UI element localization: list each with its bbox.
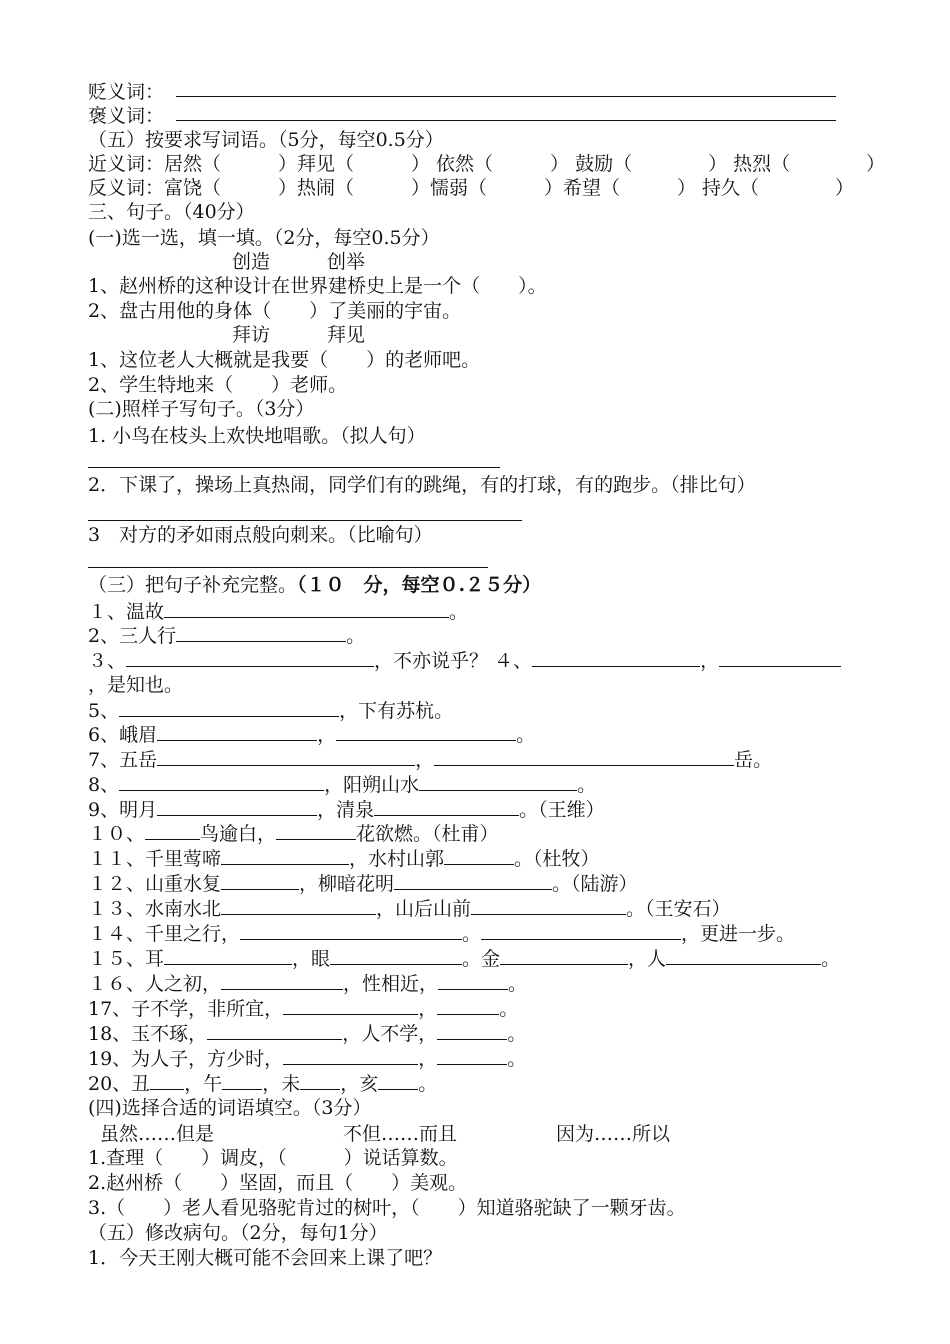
text-segment: 。（陆游） bbox=[552, 873, 638, 895]
text-segment: ，人不学， bbox=[342, 1023, 438, 1045]
section-title bbox=[88, 573, 541, 597]
commendatory-label: 褒义词： bbox=[88, 105, 165, 127]
text-segment: 。 bbox=[418, 1073, 438, 1095]
fill-blank[interactable] bbox=[374, 797, 519, 816]
fill-line bbox=[88, 921, 795, 945]
text-segment: 。（王维） bbox=[519, 799, 605, 821]
text-segment: １１、千里莺啼 bbox=[88, 848, 222, 870]
answer-blank[interactable] bbox=[88, 520, 522, 521]
text-segment: ，亥 bbox=[340, 1073, 379, 1095]
fill-line bbox=[88, 821, 499, 845]
text-segment: ， bbox=[418, 998, 438, 1020]
fill-line bbox=[88, 599, 468, 623]
text-segment: 。金 bbox=[462, 948, 501, 970]
word-choice: 虽然……但是 bbox=[100, 1123, 215, 1145]
fill-blank[interactable] bbox=[207, 1021, 342, 1040]
derogatory-label: 贬义词： bbox=[88, 81, 165, 103]
commendatory-blank[interactable] bbox=[176, 120, 836, 121]
text-segment: 。 bbox=[516, 724, 536, 746]
fill-blank[interactable] bbox=[176, 623, 346, 642]
section-title: （五）修改病句。（2分，每句1分） bbox=[88, 1222, 388, 1244]
text-segment: ，午 bbox=[184, 1073, 223, 1095]
fill-blank[interactable] bbox=[336, 722, 516, 741]
fill-blank[interactable] bbox=[221, 896, 376, 915]
fill-blank[interactable] bbox=[119, 772, 324, 791]
question-text: 1．今天王刚大概可能不会回来上课了吧？ bbox=[88, 1247, 443, 1269]
fill-blank[interactable] bbox=[481, 921, 681, 940]
fill-line bbox=[88, 971, 527, 995]
fill-line bbox=[88, 996, 518, 1020]
text-segment: ，下有苏杭。 bbox=[339, 700, 454, 722]
section-title: (四)选择合适的词语填空。（3分） bbox=[88, 1097, 372, 1119]
text-segment: 。 bbox=[462, 923, 482, 945]
text-segment: ， bbox=[317, 724, 337, 746]
fill-blank[interactable] bbox=[240, 921, 462, 940]
text-segment: 。 bbox=[508, 973, 528, 995]
text-segment: 18、玉不琢， bbox=[88, 1023, 208, 1045]
question-text: 1.查理（ ）调皮，（ ）说话算数。 bbox=[88, 1147, 458, 1169]
antonyms-row: 反义词：富饶（ ）热闹（ ）懦弱（ ）希望（ ） 持久（ ） bbox=[88, 177, 855, 199]
fill-blank[interactable] bbox=[532, 648, 700, 667]
text-segment: 岳。 bbox=[734, 749, 773, 771]
fill-line bbox=[88, 698, 453, 722]
fill-blank[interactable] bbox=[221, 971, 343, 990]
text-segment: １５、耳 bbox=[88, 948, 165, 970]
fill-line bbox=[88, 1071, 437, 1095]
fill-line bbox=[88, 772, 596, 796]
section-title: （五）按要求写词语。（5分，每空0.5分） bbox=[88, 129, 444, 151]
text-segment: 。 bbox=[346, 625, 366, 647]
fill-blank[interactable] bbox=[164, 599, 449, 618]
text-segment: 17、子不学，非所宜， bbox=[88, 998, 284, 1020]
text-segment: ， bbox=[418, 1048, 438, 1070]
text-segment: ，眼 bbox=[292, 948, 331, 970]
text-segment: ，柳暗花明 bbox=[299, 873, 395, 895]
fill-blank[interactable] bbox=[666, 946, 821, 965]
fill-blank[interactable] bbox=[300, 1071, 340, 1090]
text-segment: 。 bbox=[507, 1048, 527, 1070]
text-segment: 。 bbox=[821, 948, 841, 970]
text-segment: 8、 bbox=[88, 774, 120, 796]
fill-line bbox=[88, 722, 535, 746]
text-segment: ，性相近， bbox=[343, 973, 439, 995]
fill-blank[interactable] bbox=[438, 971, 508, 990]
text-segment: ， bbox=[700, 650, 720, 672]
fill-blank[interactable] bbox=[276, 821, 356, 840]
question-text: 2、学生特地来（ ）老师。 bbox=[88, 374, 348, 396]
text-segment: 7、五岳 bbox=[88, 749, 158, 771]
text-segment: 。 bbox=[449, 601, 469, 623]
derogatory-blank[interactable] bbox=[176, 96, 836, 97]
fill-blank[interactable] bbox=[471, 896, 626, 915]
text-segment: ３、 bbox=[88, 650, 127, 672]
question-text: 2．下课了，操场上真热闹，同学们有的跳绳，有的打球，有的跑步。（排比句） bbox=[88, 474, 756, 496]
fill-blank[interactable] bbox=[283, 1046, 418, 1065]
section-score: （１０ 分，每空０.２５分） bbox=[297, 574, 542, 596]
fill-blank[interactable] bbox=[437, 1021, 507, 1040]
fill-blank[interactable] bbox=[419, 772, 577, 791]
text-segment: １０、 bbox=[88, 823, 146, 845]
fill-line bbox=[88, 896, 731, 920]
question-text: 2.赵州桥（ ）坚固，而且（ ）美观。 bbox=[88, 1172, 468, 1194]
fill-line bbox=[88, 648, 841, 672]
fill-line bbox=[88, 946, 840, 970]
fill-blank[interactable] bbox=[157, 797, 317, 816]
text-segment: 6、峨眉 bbox=[88, 724, 158, 746]
fill-blank[interactable] bbox=[150, 1071, 184, 1090]
text-segment: 。 bbox=[499, 998, 519, 1020]
text-segment: １２、山重水复 bbox=[88, 873, 222, 895]
text-segment: ，清泉 bbox=[317, 799, 375, 821]
answer-blank[interactable] bbox=[88, 467, 500, 468]
word-choice: 因为……所以 bbox=[556, 1123, 671, 1145]
fill-blank[interactable] bbox=[119, 698, 339, 717]
fill-blank[interactable] bbox=[444, 846, 514, 865]
text-segment: １、温故 bbox=[88, 601, 165, 623]
text-segment: ，水村山郭 bbox=[349, 848, 445, 870]
text-segment: ， bbox=[415, 749, 435, 771]
fill-blank[interactable] bbox=[221, 846, 349, 865]
fill-line bbox=[88, 846, 600, 870]
fill-line bbox=[88, 747, 772, 771]
text-segment: ，山后山前 bbox=[376, 898, 472, 920]
text-segment: 鸟逾白， bbox=[200, 823, 277, 845]
fill-blank[interactable] bbox=[164, 946, 292, 965]
section-heading: 三、句子。（40分） bbox=[88, 201, 255, 223]
question-text: 2、盘古用他的身体（ ）了美丽的宇宙。 bbox=[88, 300, 462, 322]
text-segment: 5、 bbox=[88, 700, 120, 722]
word-choices: 拜访 拜见 bbox=[232, 324, 366, 346]
fill-blank[interactable] bbox=[434, 747, 734, 766]
fill-blank[interactable] bbox=[437, 1046, 507, 1065]
text-segment: ，不亦说乎？ ４、 bbox=[374, 650, 533, 672]
fill-line bbox=[88, 797, 605, 821]
synonyms-row: 近义词：居然（ ）拜见（ ） 依然（ ） 鼓励（ ） 热烈（ ） bbox=[88, 153, 886, 175]
text-segment: 20、丑 bbox=[88, 1073, 151, 1095]
text-segment: ，未 bbox=[262, 1073, 301, 1095]
question-text: 3.（ ）老人看见骆驼肯过的树叶，（ ）知道骆驼缺了一颗牙齿。 bbox=[88, 1197, 686, 1219]
fill-line bbox=[88, 1021, 526, 1045]
section-title: (二)照样子写句子。（3分） bbox=[88, 398, 315, 420]
text-segment: 。 bbox=[577, 774, 597, 796]
text-segment: 19、为人子，方少时， bbox=[88, 1048, 284, 1070]
answer-blank[interactable] bbox=[88, 567, 488, 568]
fill-blank[interactable] bbox=[394, 871, 552, 890]
text-segment: ，更进一步。 bbox=[681, 923, 796, 945]
text-segment: ，阳朔山水 bbox=[324, 774, 420, 796]
text-segment: 。（王安石） bbox=[626, 898, 731, 920]
fill-line bbox=[88, 623, 365, 647]
fill-line bbox=[88, 1046, 526, 1070]
text-segment: １６、人之初， bbox=[88, 973, 222, 995]
fill-blank[interactable] bbox=[719, 648, 841, 667]
text-segment: 。 bbox=[507, 1023, 527, 1045]
fill-blank[interactable] bbox=[157, 747, 415, 766]
section-title: (一)选一选，填一填。（2分，每空0.5分） bbox=[88, 227, 440, 249]
fill-line bbox=[88, 673, 183, 697]
text-segment: ，是知也。 bbox=[88, 674, 184, 696]
fill-blank[interactable] bbox=[145, 821, 200, 840]
text-segment: １４、千里之行， bbox=[88, 923, 241, 945]
fill-blank[interactable] bbox=[283, 996, 418, 1015]
fill-blank[interactable] bbox=[126, 648, 374, 667]
fill-blank[interactable] bbox=[378, 1071, 418, 1090]
text-segment: １３、水南水北 bbox=[88, 898, 222, 920]
question-text: 1. 小鸟在枝头上欢快地唱歌。（拟人句） bbox=[88, 425, 426, 447]
text-segment: 。（杜牧） bbox=[514, 848, 600, 870]
fill-blank[interactable] bbox=[500, 946, 628, 965]
section-title-text: （三）把句子补充完整。 bbox=[88, 574, 298, 596]
word-choice: 不但……而且 bbox=[343, 1123, 458, 1145]
fill-blank[interactable] bbox=[222, 1071, 262, 1090]
question-text: 1、赵州桥的这种设计在世界建桥史上是一个（ ）。 bbox=[88, 275, 547, 297]
fill-blank[interactable] bbox=[221, 871, 299, 890]
text-segment: 9、明月 bbox=[88, 799, 158, 821]
question-text: 3 对方的矛如雨点般向刺来。（比喻句） bbox=[88, 524, 433, 546]
fill-blank[interactable] bbox=[330, 946, 462, 965]
question-text: 1、这位老人大概就是我要（ ）的老师吧。 bbox=[88, 349, 481, 371]
fill-blank[interactable] bbox=[157, 722, 317, 741]
text-segment: ，人 bbox=[628, 948, 667, 970]
text-segment: 花欲燃。（杜甫） bbox=[356, 823, 499, 845]
fill-line bbox=[88, 871, 638, 895]
fill-blank[interactable] bbox=[437, 996, 499, 1015]
word-choices: 创造 创举 bbox=[232, 251, 366, 273]
text-segment: 2、三人行 bbox=[88, 625, 177, 647]
